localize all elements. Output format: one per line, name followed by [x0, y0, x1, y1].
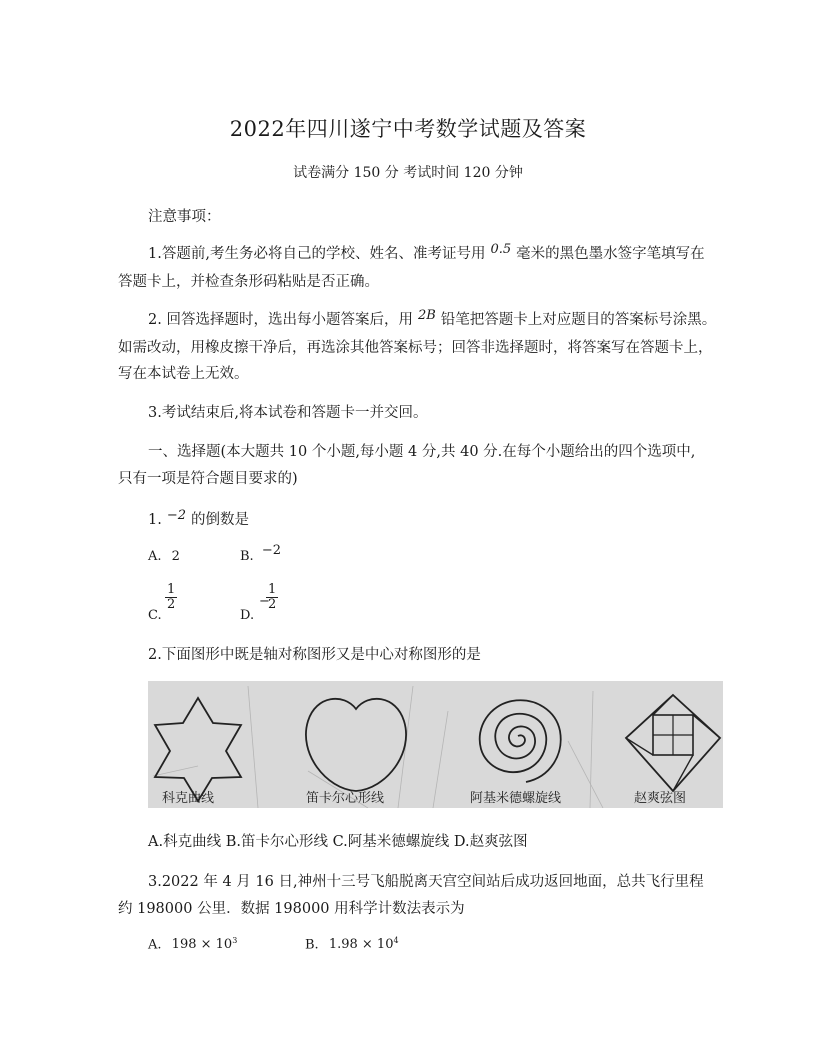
q1-option-a: [148, 549, 180, 564]
q3-option-a: [148, 936, 237, 952]
note-2-text-a: 2. 回答选择题时，选出每小题答案后，用: [148, 312, 413, 328]
spiral-icon: [480, 700, 561, 782]
figure-caption-koch: 科克曲线: [162, 791, 215, 806]
notice-heading: 注意事项：: [148, 209, 221, 225]
note-1-math: 0.5: [490, 242, 512, 257]
note-1-line-2: 答题卡上，并检查条形码粘贴是否正确。: [118, 274, 379, 290]
square-in-square-icon: [626, 695, 720, 791]
note-2-line-1: [148, 308, 716, 329]
figure-caption-cardioid: 笛卡尔心形线: [306, 791, 385, 806]
q3-option-b: [305, 936, 399, 952]
figure-caption-zhao-shuang: 赵爽弦图: [634, 791, 687, 806]
note-2-math: 2B: [417, 308, 436, 323]
q1-option-d-numerator: 1: [268, 582, 277, 597]
q3-option-b-exponent: 4: [393, 936, 399, 945]
hexagram-icon: [155, 698, 241, 801]
question-3-line-1: 3.2022 年 4 月 16 日,神州十三号飞船脱离天宫空间站后成功返回地面，总共飞行里程: [148, 874, 704, 890]
q3-option-b-label: B.: [305, 937, 319, 953]
exam-info: 试卷满分 150 分 考试时间 120 分钟: [293, 165, 523, 181]
q3-option-a-exponent: 3: [232, 936, 238, 945]
q3-option-a-base: 198 × 10: [171, 937, 233, 953]
q1-option-c-label: C.: [148, 608, 162, 623]
q3-option-a-label: A.: [148, 937, 162, 953]
figure-caption-spiral: 阿基米德螺旋线: [470, 791, 562, 806]
question-2-options: A.科克曲线 B.笛卡尔心形线 C.阿基米德螺旋线 D.赵爽弦图: [148, 834, 528, 850]
note-2-line-2: 如需改动，用橡皮擦干净后，再选涂其他答案标号；回答非选择题时，将答案写在答题卡上，: [118, 340, 713, 356]
q1-option-b-value: −2: [261, 543, 281, 558]
page-title: 2022年四川遂宁中考数学试题及答案: [229, 117, 587, 141]
q1-option-a-value: 2: [171, 549, 180, 564]
q1-option-a-label: A.: [148, 549, 162, 564]
section-1-line-2: 只有一项是符合题目要求的): [118, 471, 298, 487]
q1-option-d-minus: −: [259, 594, 270, 609]
q1-option-d-fraction: [266, 583, 278, 612]
question-3-line-2: 约 198000 公里．数据 198000 用科学计数法表示为: [118, 901, 465, 917]
q1-option-b-label: B.: [240, 549, 254, 564]
question-1: [148, 508, 249, 529]
question-1-math: −2: [166, 508, 187, 523]
q1-option-c-fraction: [165, 583, 177, 612]
note-2-text-b: 铅笔把答题卡上对应题目的答案标号涂黑。: [440, 312, 717, 328]
section-1-line-1: 一、选择题(本大题共 10 个小题,每小题 4 分,共 40 分.在每个小题给出的四个选项中,: [148, 444, 696, 460]
q1-option-d-denominator: 2: [268, 597, 277, 612]
q1-option-d-label: D.: [240, 608, 255, 623]
note-1-text-a: 1.答题前,考生务必将自己的学校、姓名、准考证号用: [148, 246, 486, 262]
question-1-label: 1.: [148, 512, 162, 528]
q1-option-c-denominator: 2: [167, 597, 176, 612]
note-1-text-b: 毫米的黑色墨水签字笔填写在: [516, 246, 705, 262]
cardioid-icon: [306, 699, 406, 791]
q1-option-c-numerator: 1: [167, 582, 176, 597]
question-2: 2.下面图形中既是轴对称图形又是中心对称图形的是: [148, 647, 481, 663]
figures-panel: [148, 681, 723, 808]
q3-option-b-base: 1.98 × 10: [328, 937, 394, 953]
note-1-line-1: [148, 242, 705, 263]
q1-option-b: [240, 543, 281, 564]
note-2-line-3: 写在本试卷上无效。: [118, 366, 249, 382]
note-3: 3.考试结束后,将本试卷和答题卡一并交回。: [148, 405, 428, 421]
question-1-text: 的倒数是: [191, 512, 250, 528]
